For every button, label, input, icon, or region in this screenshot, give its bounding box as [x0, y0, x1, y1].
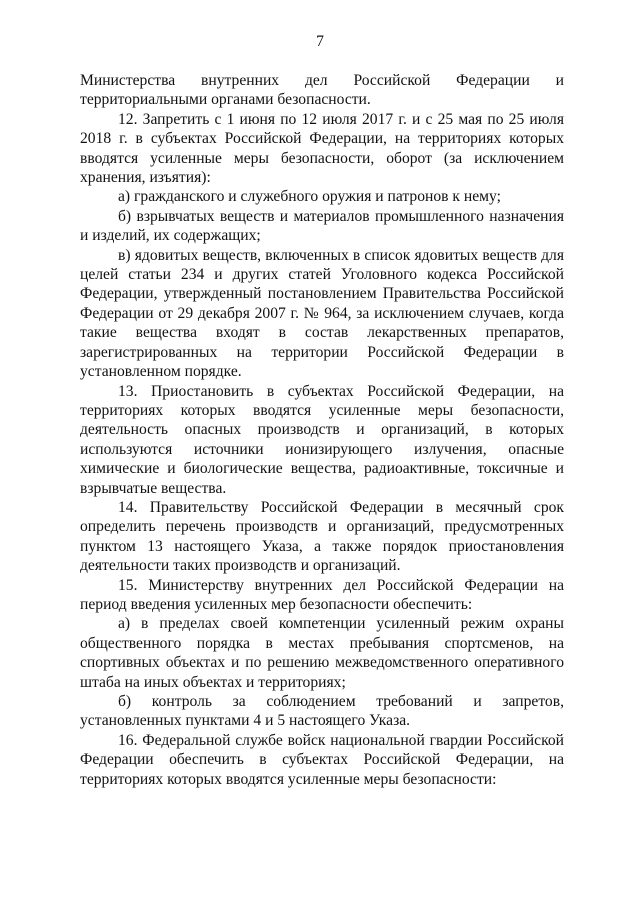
document-body	[80, 71, 564, 789]
paragraph-item-12a: а) гражданского и служебного оружия и патронов к нему;	[118, 188, 501, 206]
paragraph-item-12b: б) взрывчатых веществ и материалов промышленного назначения и изделий, их содержащих;	[80, 207, 564, 245]
paragraph-item-14: 14. Правительству Российской Федерации в месячный срок определить перечень производств и организаций, предусмотренных пунктом 13 настоящего Указа, а также порядок приостановления деятельности таких производств и организаций.	[80, 498, 564, 575]
paragraph-item-15a: а) в пределах своей компетенции усиленный режим охраны общественного порядка в местах пребывания спортсменов, на спортивных объектах и по решению межведомственного оперативного штаба на иных объектах и территориях;	[80, 615, 564, 691]
paragraph-item-15: 15. Министерству внутренних дел Российской Федерации на период введения усиленных мер безопасности обеспечить:	[80, 576, 564, 613]
paragraph-item-15b: б) контроль за соблюдением требований и запретов, установленных пунктами 4 и 5 настоящего Указа.	[80, 693, 564, 730]
page-number: 7	[316, 33, 324, 50]
paragraph-continuation: Министерства внутренних дел Российской Федерации и территориальными органами безопасности.	[80, 72, 564, 109]
paragraph-item-16: 16. Федеральной службе войск национальной гвардии Российской Федерации обеспечить в субъектах Российской Федерации, на территориях которых вводятся усиленные меры безопасности:	[80, 731, 564, 788]
paragraph-item-13: 13. Приостановить в субъектах Российской Федерации, на территориях которых вводятся усиленные меры безопасности, деятельность опасных производств и организаций, в которых используются источники ионизирующего излучения, опасные химические и биологические вещества, радиоактивные, токсичные и взрывчатые вещества.	[80, 382, 564, 497]
paragraph-item-12: 12. Запретить с 1 июня по 12 июля 2017 г. и с 25 мая по 25 июля 2018 г. в субъектах Российской Федерации, на территориях которых вводятся усиленные меры безопасности, оборот (за исключением хранения, изъятия):	[80, 110, 564, 187]
paragraph-item-12v: в) ядовитых веществ, включенных в список ядовитых веществ для целей статьи 234 и других статей Уголовного кодекса Российской Федерации, утвержденный постановлением Правительства Российской Федерации от 29 декабря 2007 г. № 964, за исключением случаев, когда такие вещества входят в состав лекарственных препаратов, зарегистрированных на территории Российской Федерации в установленном порядке.	[80, 246, 564, 381]
